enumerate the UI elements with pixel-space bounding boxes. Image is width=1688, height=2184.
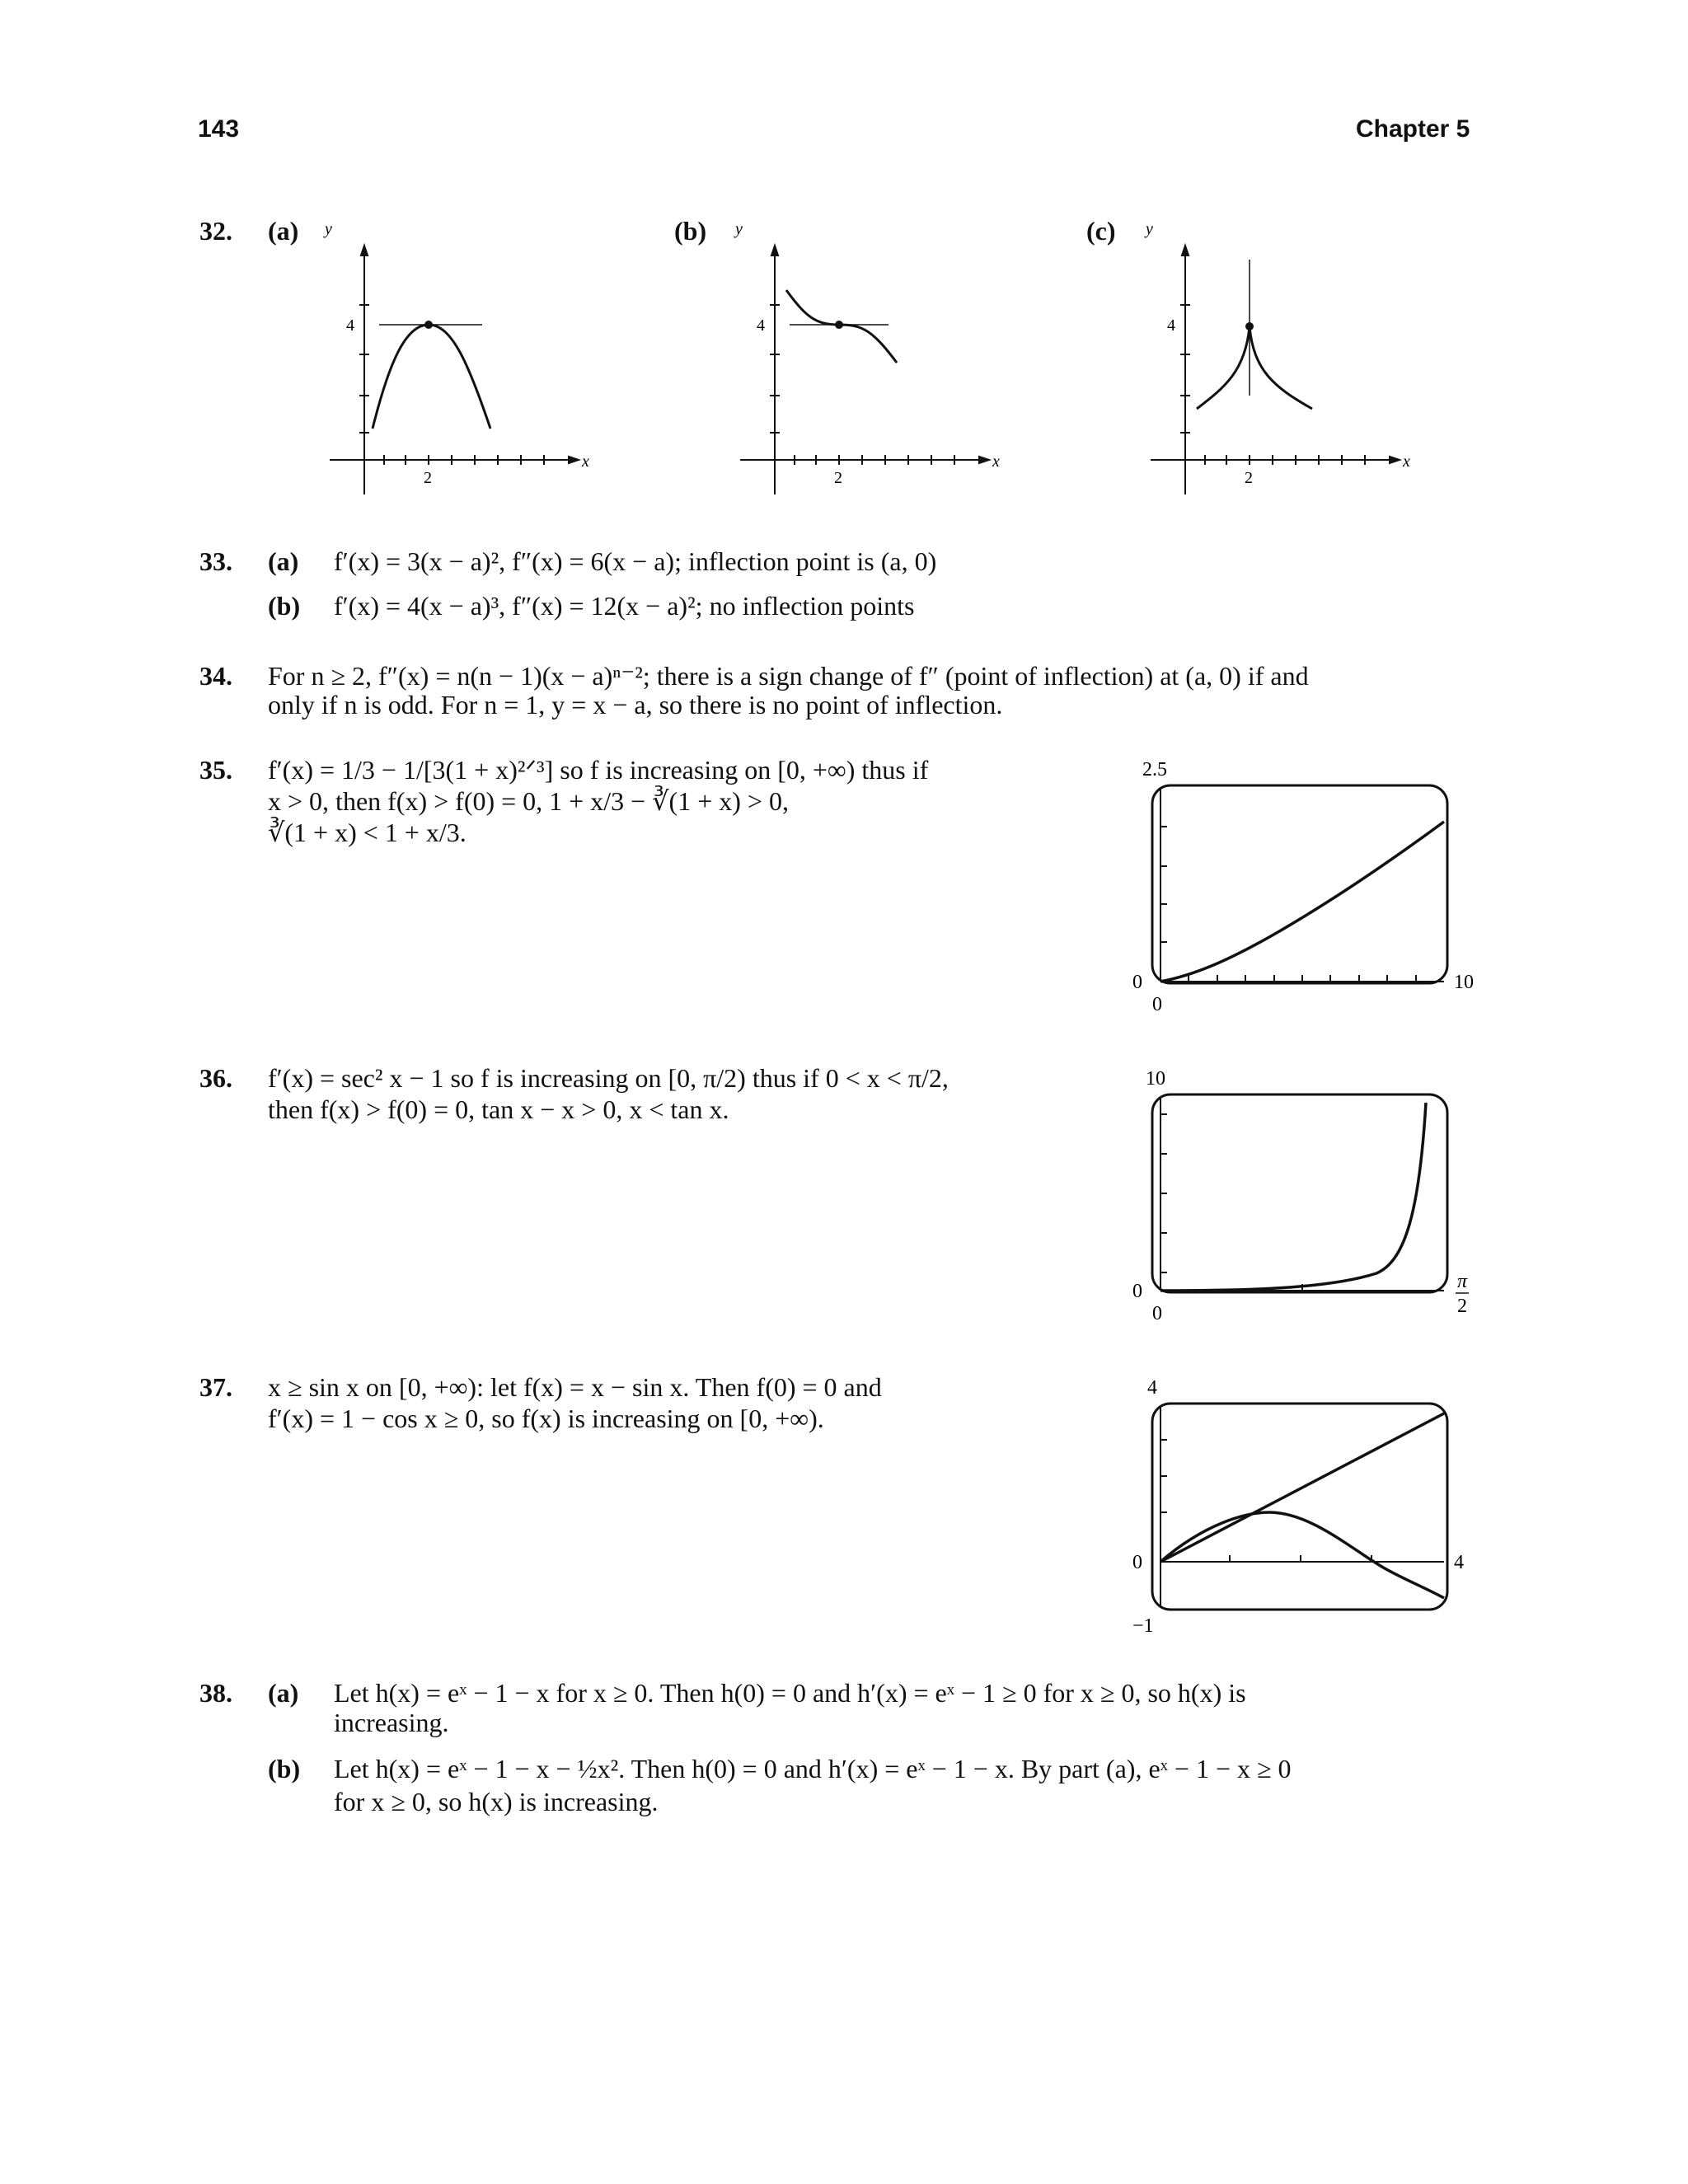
- problem-38a-line2: increasing.: [334, 1708, 449, 1737]
- graph-32b-y-tick: 4: [757, 316, 765, 335]
- problem-33b-text: f′(x) = 4(x − a)³, f″(x) = 12(x − a)²; no inflection points: [334, 591, 915, 621]
- page-number: 143: [198, 115, 240, 143]
- problem-33-number: 33.: [199, 546, 232, 576]
- graph-32a-y-axis-label: y: [325, 223, 332, 238]
- graph-35-xmin-label: 0: [1152, 994, 1162, 1015]
- graph-32b: [724, 223, 1020, 503]
- problem-36-line2: then f(x) > f(0) = 0, tan x − x > 0, x < tan x.: [268, 1094, 729, 1124]
- problem-33b-label: (b): [268, 591, 301, 621]
- problem-37-line1: x ≥ sin x on [0, +∞): let f(x) = x − sin x. Then f(0) = 0 and: [268, 1372, 882, 1402]
- graph-37-ymin-label: −1: [1132, 1615, 1154, 1637]
- graph-37: [1121, 1372, 1500, 1644]
- graph-36-ymin-label: 0: [1132, 1281, 1142, 1302]
- problem-32c-label: (c): [1086, 216, 1116, 246]
- graph-37-xmax-label: 4: [1454, 1552, 1464, 1573]
- graph-32c-x-tick: 2: [1245, 469, 1253, 487]
- problem-32b-label: (b): [674, 216, 707, 246]
- graph-35-ymax-label: 2.5: [1142, 759, 1167, 780]
- graph-32a-x-tick: 2: [424, 469, 432, 487]
- problem-38b-line1: Let h(x) = eˣ − 1 − x − ½x². Then h(0) = 0 and h′(x) = eˣ − 1 − x. By part (a), eˣ − 1 − x ≥ 0: [334, 1754, 1292, 1783]
- problem-32a-label: (a): [268, 216, 299, 246]
- graph-35: [1121, 754, 1500, 1026]
- graph-32b-x-tick: 2: [834, 469, 842, 487]
- graph-36-xmax-numerator: π: [1457, 1271, 1468, 1292]
- problem-36-number: 36.: [199, 1063, 232, 1093]
- problem-38a-label: (a): [268, 1678, 299, 1708]
- graph-36-xmin-label: 0: [1152, 1303, 1162, 1324]
- problem-34-line2: only if n is odd. For n = 1, y = x − a, so there is no point of inflection.: [268, 690, 1003, 719]
- problem-37-line2: f′(x) = 1 − cos x ≥ 0, so f(x) is increasing on [0, +∞).: [268, 1404, 824, 1433]
- problem-33a-text: f′(x) = 3(x − a)², f″(x) = 6(x − a); inflection point is (a, 0): [334, 546, 937, 576]
- problem-36-line1: f′(x) = sec² x − 1 so f is increasing on [0, π/2) thus if 0 < x < π/2,: [268, 1063, 949, 1093]
- problem-35-line1: f′(x) = 1/3 − 1/[3(1 + x)²ᐟ³] so f is increasing on [0, +∞) thus if: [268, 755, 929, 785]
- problem-34-line1: For n ≥ 2, f″(x) = n(n − 1)(x − a)ⁿ⁻²; there is a sign change of f″ (point of inflection) at (a, 0) if and: [268, 661, 1309, 691]
- graph-32c-y-axis-label: y: [1146, 223, 1153, 238]
- problem-34-number: 34.: [199, 661, 232, 691]
- problem-38-number: 38.: [199, 1678, 232, 1708]
- problem-35-number: 35.: [199, 755, 232, 785]
- problem-33a-label: (a): [268, 546, 299, 576]
- graph-36-ymax-label: 10: [1146, 1068, 1165, 1090]
- chapter-title: Chapter 5: [1356, 115, 1470, 143]
- problem-38a-line1: Let h(x) = eˣ − 1 − x for x ≥ 0. Then h(0) = 0 and h′(x) = eˣ − 1 ≥ 0 for x ≥ 0, so h(x) is: [334, 1678, 1246, 1708]
- problem-35-line2: x > 0, then f(x) > f(0) = 0, 1 + x/3 − ∛(1 + x) > 0,: [268, 786, 789, 816]
- graph-35-ymin-label: 0: [1132, 972, 1142, 993]
- graph-32a-x-axis-label: x: [582, 452, 589, 471]
- problem-32-number: 32.: [199, 216, 232, 246]
- problem-38b-line2: for x ≥ 0, so h(x) is increasing.: [334, 1787, 659, 1816]
- graph-32a-y-tick: 4: [346, 316, 354, 335]
- graph-35-xmax-label: 10: [1454, 972, 1474, 993]
- graph-36: [1121, 1063, 1500, 1335]
- graph-32b-y-axis-label: y: [735, 223, 743, 238]
- problem-38b-label: (b): [268, 1754, 301, 1783]
- graph-32c-y-tick: 4: [1167, 316, 1175, 335]
- graph-32b-x-axis-label: x: [992, 452, 1000, 471]
- graph-37-xmin-label: 0: [1132, 1552, 1142, 1573]
- graph-36-xmax-denominator: 2: [1457, 1296, 1467, 1317]
- graph-37-ymax-label: 4: [1147, 1377, 1157, 1399]
- problem-37-number: 37.: [199, 1372, 232, 1402]
- graph-32a: [313, 223, 610, 503]
- graph-32c-x-axis-label: x: [1403, 452, 1410, 471]
- graph-32c: [1134, 223, 1431, 503]
- problem-35-line3: ∛(1 + x) < 1 + x/3.: [268, 818, 467, 847]
